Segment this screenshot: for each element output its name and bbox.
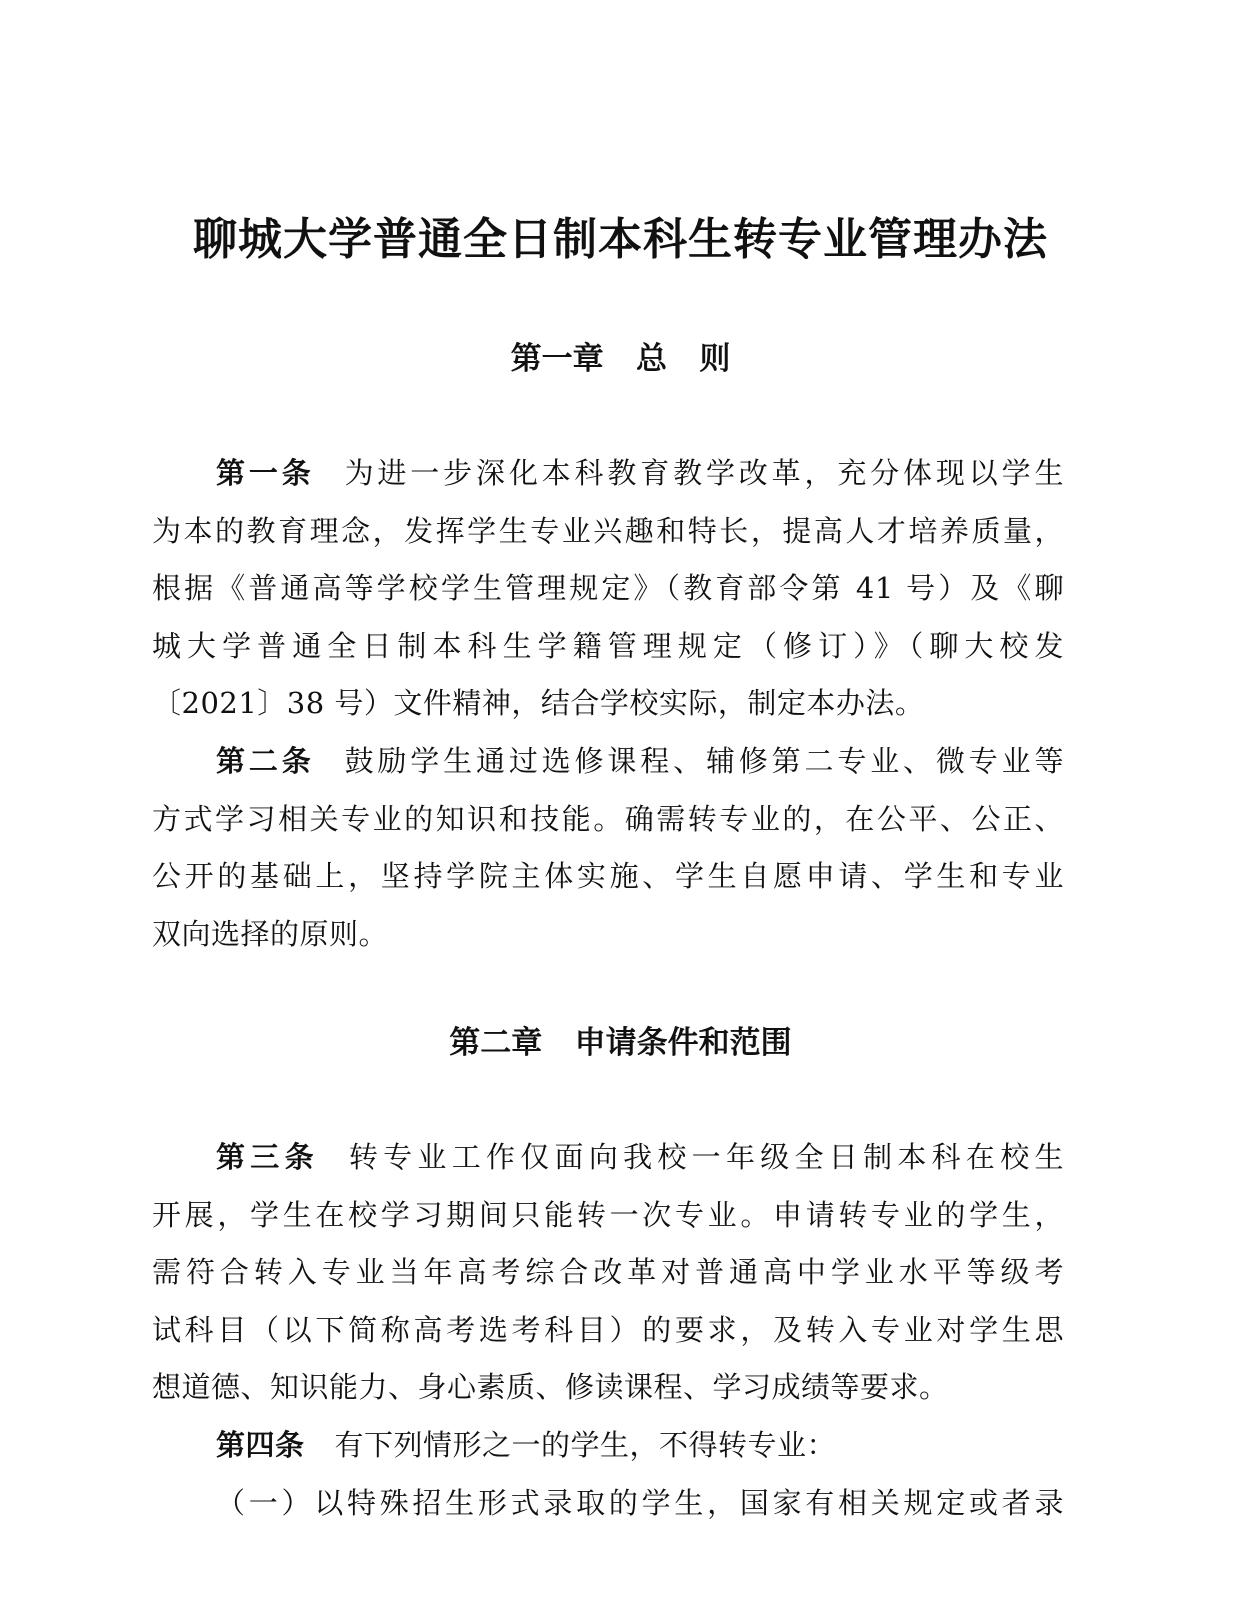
chapter-heading: 第一章 总 则 — [510, 341, 731, 377]
paragraph-line: 需符合转入专业当年高考综合改革对普通高中学业水平等级考 — [152, 1255, 1064, 1290]
paragraph-line: 方式学习相关专业的知识和技能。确需转专业的，在公平、公正、 — [152, 801, 1064, 836]
line-text: 转专业工作仅面向我校一年级全日制本科在校生 — [348, 1140, 1064, 1174]
line-text: 有下列情形之一的学生，不得转专业： — [334, 1427, 837, 1462]
line-text: 鼓励学生通过选修课程、辅修第二专业、微专业等 — [344, 743, 1064, 778]
chapter-heading: 第二章 申请条件和范围 — [449, 1025, 792, 1061]
chapter-1-body — [152, 445, 1064, 963]
paragraph-line: 〔2021〕38 号）文件精神，结合学校实际，制定本办法。 — [152, 686, 925, 721]
paragraph-line — [152, 1417, 1064, 1475]
paragraph-line: 为本的教育理念，发挥学生专业兴趣和特长，提高人才培养质量， — [152, 513, 1064, 548]
paragraph-line: 根据《普通高等学校学生管理规定》（教育部令第 41 号）及《聊 — [152, 571, 1064, 606]
document-title: 聊城大学普通全日制本科生转专业管理办法 — [193, 214, 1048, 265]
article-label: 第二条 — [216, 743, 315, 778]
paragraph-line: 想道德、知识能力、身心素质、修读课程、学习成绩等要求。 — [152, 1370, 949, 1405]
paragraph-line: 公开的基础上，坚持学院主体实施、学生自愿申请、学生和专业 — [152, 859, 1064, 894]
paragraph-line: 城大学普通全日制本科生学籍管理规定（修订）》（聊大校发 — [152, 628, 1064, 663]
paragraph-line — [152, 733, 1064, 791]
paragraph-line: 开展，学生在校学习期间只能转一次专业。申请转专业的学生， — [152, 1197, 1064, 1232]
list-item: （一）以特殊招生形式录取的学生，国家有相关规定或者录 — [216, 1485, 1064, 1520]
article-3 — [152, 1129, 1064, 1417]
article-label: 第三条 — [216, 1140, 319, 1174]
article-2 — [152, 733, 1064, 963]
article-4 — [152, 1417, 1064, 1532]
article-label: 第四条 — [216, 1427, 305, 1462]
paragraph-line: 双向选择的原则。 — [152, 916, 389, 951]
chapter-2-body — [152, 1129, 1064, 1532]
paragraph-line — [152, 445, 1064, 503]
paragraph-line — [152, 1129, 1064, 1187]
paragraph-line: 试科目（以下简称高考选考科目）的要求，及转入专业对学生思 — [152, 1312, 1064, 1347]
line-text: 为进一步深化本科教育教学改革，充分体现以学生 — [344, 456, 1064, 490]
article-label: 第一条 — [216, 456, 315, 490]
article-1 — [152, 445, 1064, 733]
